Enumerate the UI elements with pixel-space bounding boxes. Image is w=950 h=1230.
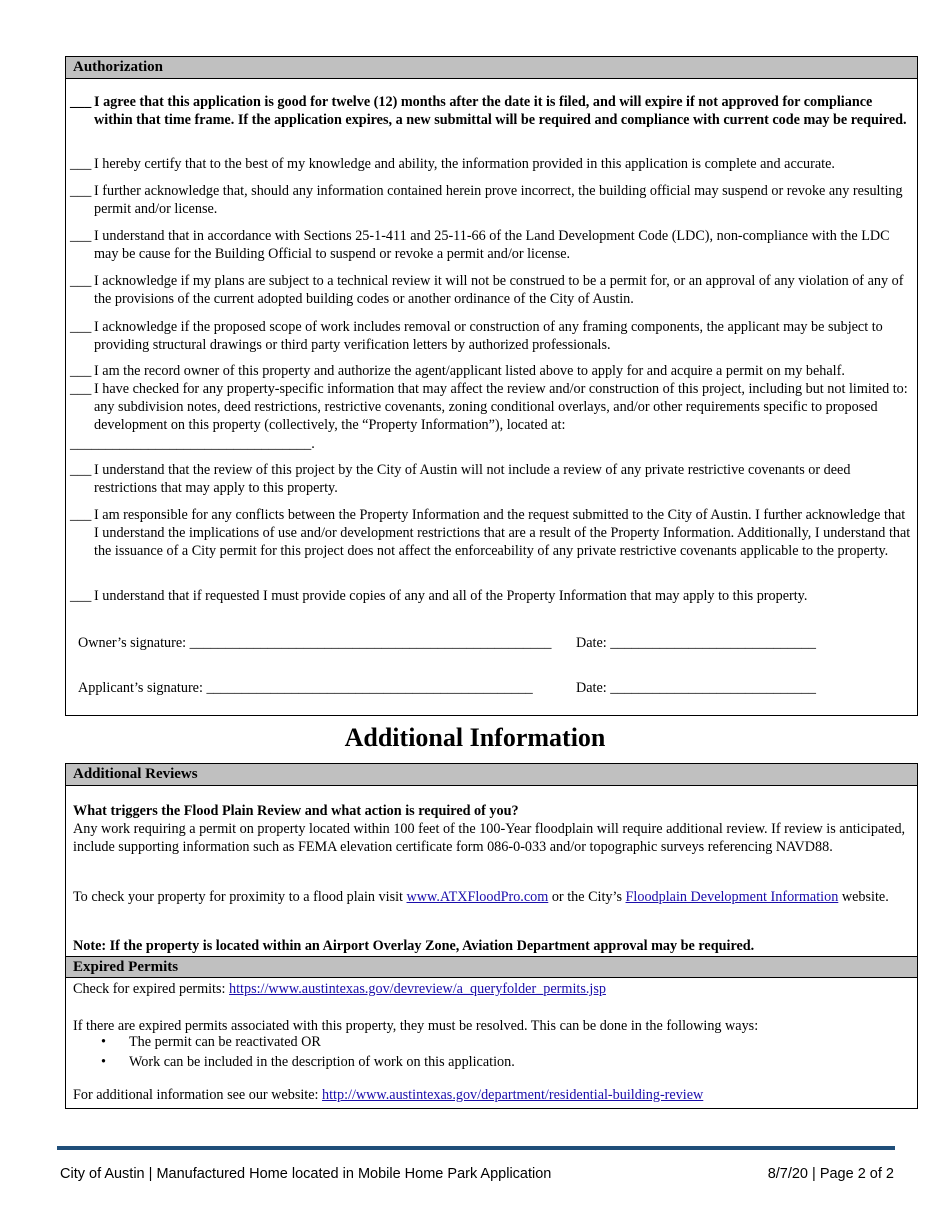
bullet-icon: • <box>101 1054 106 1070</box>
applicant-date-field[interactable]: Date: _____________________________ <box>576 680 816 696</box>
statement-1: ___ I agree that this application is good for twelve (12) months after the date it is filed, and will expire if not approved for compliance within that time frame. If the application expires, a new submittal will be required and compliance with current code may be required. <box>70 94 907 128</box>
atxfloodpro-link[interactable]: www.ATXFloodPro.com <box>406 889 549 905</box>
additional-info-section <box>65 763 918 1109</box>
more-info-text: For additional information see our website: http://www.austintexas.gov/department/residential-building-review <box>73 1087 704 1103</box>
additional-reviews-header: Additional Reviews <box>66 764 917 786</box>
flood-question: What triggers the Flood Plain Review and what action is required of you? <box>73 803 519 819</box>
checkbox-blank[interactable]: ___ <box>70 507 92 523</box>
expired-permits-header: Expired Permits <box>66 956 917 978</box>
owner-date-field[interactable]: Date: _____________________________ <box>576 635 816 651</box>
checkbox-blank[interactable]: ___ <box>70 381 92 397</box>
list-item: • The permit can be reactivated OR <box>101 1034 321 1050</box>
checkbox-blank[interactable]: ___ <box>70 319 92 335</box>
checkbox-blank[interactable]: ___ <box>70 156 92 172</box>
page-title: Additional Information <box>344 723 606 752</box>
checkbox-blank[interactable]: ___ <box>70 228 92 244</box>
checkbox-blank[interactable]: ___ <box>70 363 92 379</box>
statement-5: ___ I acknowledge if my plans are subject to a technical review it will not be construed to be a permit for, or an approval of any violation of any of the provisions of the current adopted building codes or another ordinance of the City of Austin. <box>70 273 904 307</box>
bullet-icon: • <box>101 1034 106 1050</box>
footer-left: City of Austin | Manufactured Home located in Mobile Home Park Application <box>60 1166 552 1182</box>
statement-8: ___ I have checked for any property-specific information that may affect the review and/or construction of this project, including but not limited to: any subdivision notes, deed restrictions, restrictive covenants, zoning conditional overlays, and/or other requirements specific to proposed development on this property (collectively, the “Property Information”), located at: <box>70 381 908 433</box>
flood-answer: Any work requiring a permit on property located within 100 feet of the 100-Year floodplain will require additional review. If review is anticipated, include supporting information such as FEMA elevation certificate form 086-0-033 and/or topographic surveys referencing NAVD88. <box>73 821 906 855</box>
footer-divider <box>57 1146 895 1150</box>
authorization-section <box>65 56 918 716</box>
owner-signature-field[interactable]: Owner’s signature: ___________________________________________________ <box>78 635 552 651</box>
flood-check-text: To check your property for proximity to a flood plain visit www.ATXFloodPro.com or the City’s Floodplain Development Information website. <box>73 889 889 905</box>
statement-4: ___ I understand that in accordance with Sections 25-1-411 and 25-11-66 of the Land Development Code (LDC), non-compliance with the LDC may be cause for the Building Official to suspend or revoke a permit and/or license. <box>70 228 890 262</box>
authorization-header: Authorization <box>66 57 917 79</box>
checkbox-blank[interactable]: ___ <box>70 462 92 478</box>
expired-intro: If there are expired permits associated with this property, they must be resolved. This can be done in the following ways: <box>73 1018 759 1034</box>
statement-10: ___ I am responsible for any conflicts between the Property Information and the request submitted to the City of Austin. I further acknowledge that I understand the implications of use and/or development restrictions that are a result of the Property Information. Additionally, I understand that the issuance of a City permit for this project does not affect the enforceability of any private restrictive covenants applicable to the property. <box>70 507 911 559</box>
statement-6: ___ I acknowledge if the proposed scope of work includes removal or construction of any framing components, the applicant may be subject to providing structural drawings or third party verification letters by authorized professionals. <box>70 319 883 353</box>
applicant-signature-field[interactable]: Applicant’s signature: ______________________________________________ <box>78 680 533 696</box>
statement-11: ___ I understand that if requested I must provide copies of any and all of the Property Information that may apply to this property. <box>70 588 808 604</box>
checkbox-blank[interactable]: ___ <box>70 588 92 604</box>
checkbox-blank[interactable]: ___ <box>70 273 92 289</box>
list-item: • Work can be included in the description of work on this application. <box>101 1054 515 1070</box>
checkbox-blank[interactable]: ___ <box>70 94 92 110</box>
statement-9: ___ I understand that the review of this project by the City of Austin will not include a review of any private restrictive covenants or deed restrictions that may apply to this property. <box>70 462 851 496</box>
property-location-line[interactable]: __________________________________. <box>70 436 315 452</box>
airport-note: Note: If the property is located within an Airport Overlay Zone, Aviation Department approval may be required. <box>73 938 755 954</box>
floodplain-info-link[interactable]: Floodplain Development Information <box>625 889 839 905</box>
expired-permits-link[interactable]: https://www.austintexas.gov/devreview/a_queryfolder_permits.jsp <box>229 981 606 997</box>
statement-3: ___ I further acknowledge that, should any information contained herein prove incorrect, the building official may suspend or revoke any resulting permit and/or license. <box>70 183 903 217</box>
footer-right: 8/7/20 | Page 2 of 2 <box>767 1166 894 1182</box>
expired-check-text: Check for expired permits: https://www.austintexas.gov/devreview/a_queryfolder_permits.jsp <box>73 981 606 997</box>
statement-2: ___ I hereby certify that to the best of my knowledge and ability, the information provided in this application is complete and accurate. <box>70 156 835 172</box>
statement-7: ___ I am the record owner of this property and authorize the agent/applicant listed above to apply for and acquire a permit on my behalf. <box>70 363 845 379</box>
checkbox-blank[interactable]: ___ <box>70 183 92 199</box>
residential-review-link[interactable]: http://www.austintexas.gov/department/residential-building-review <box>322 1087 704 1103</box>
